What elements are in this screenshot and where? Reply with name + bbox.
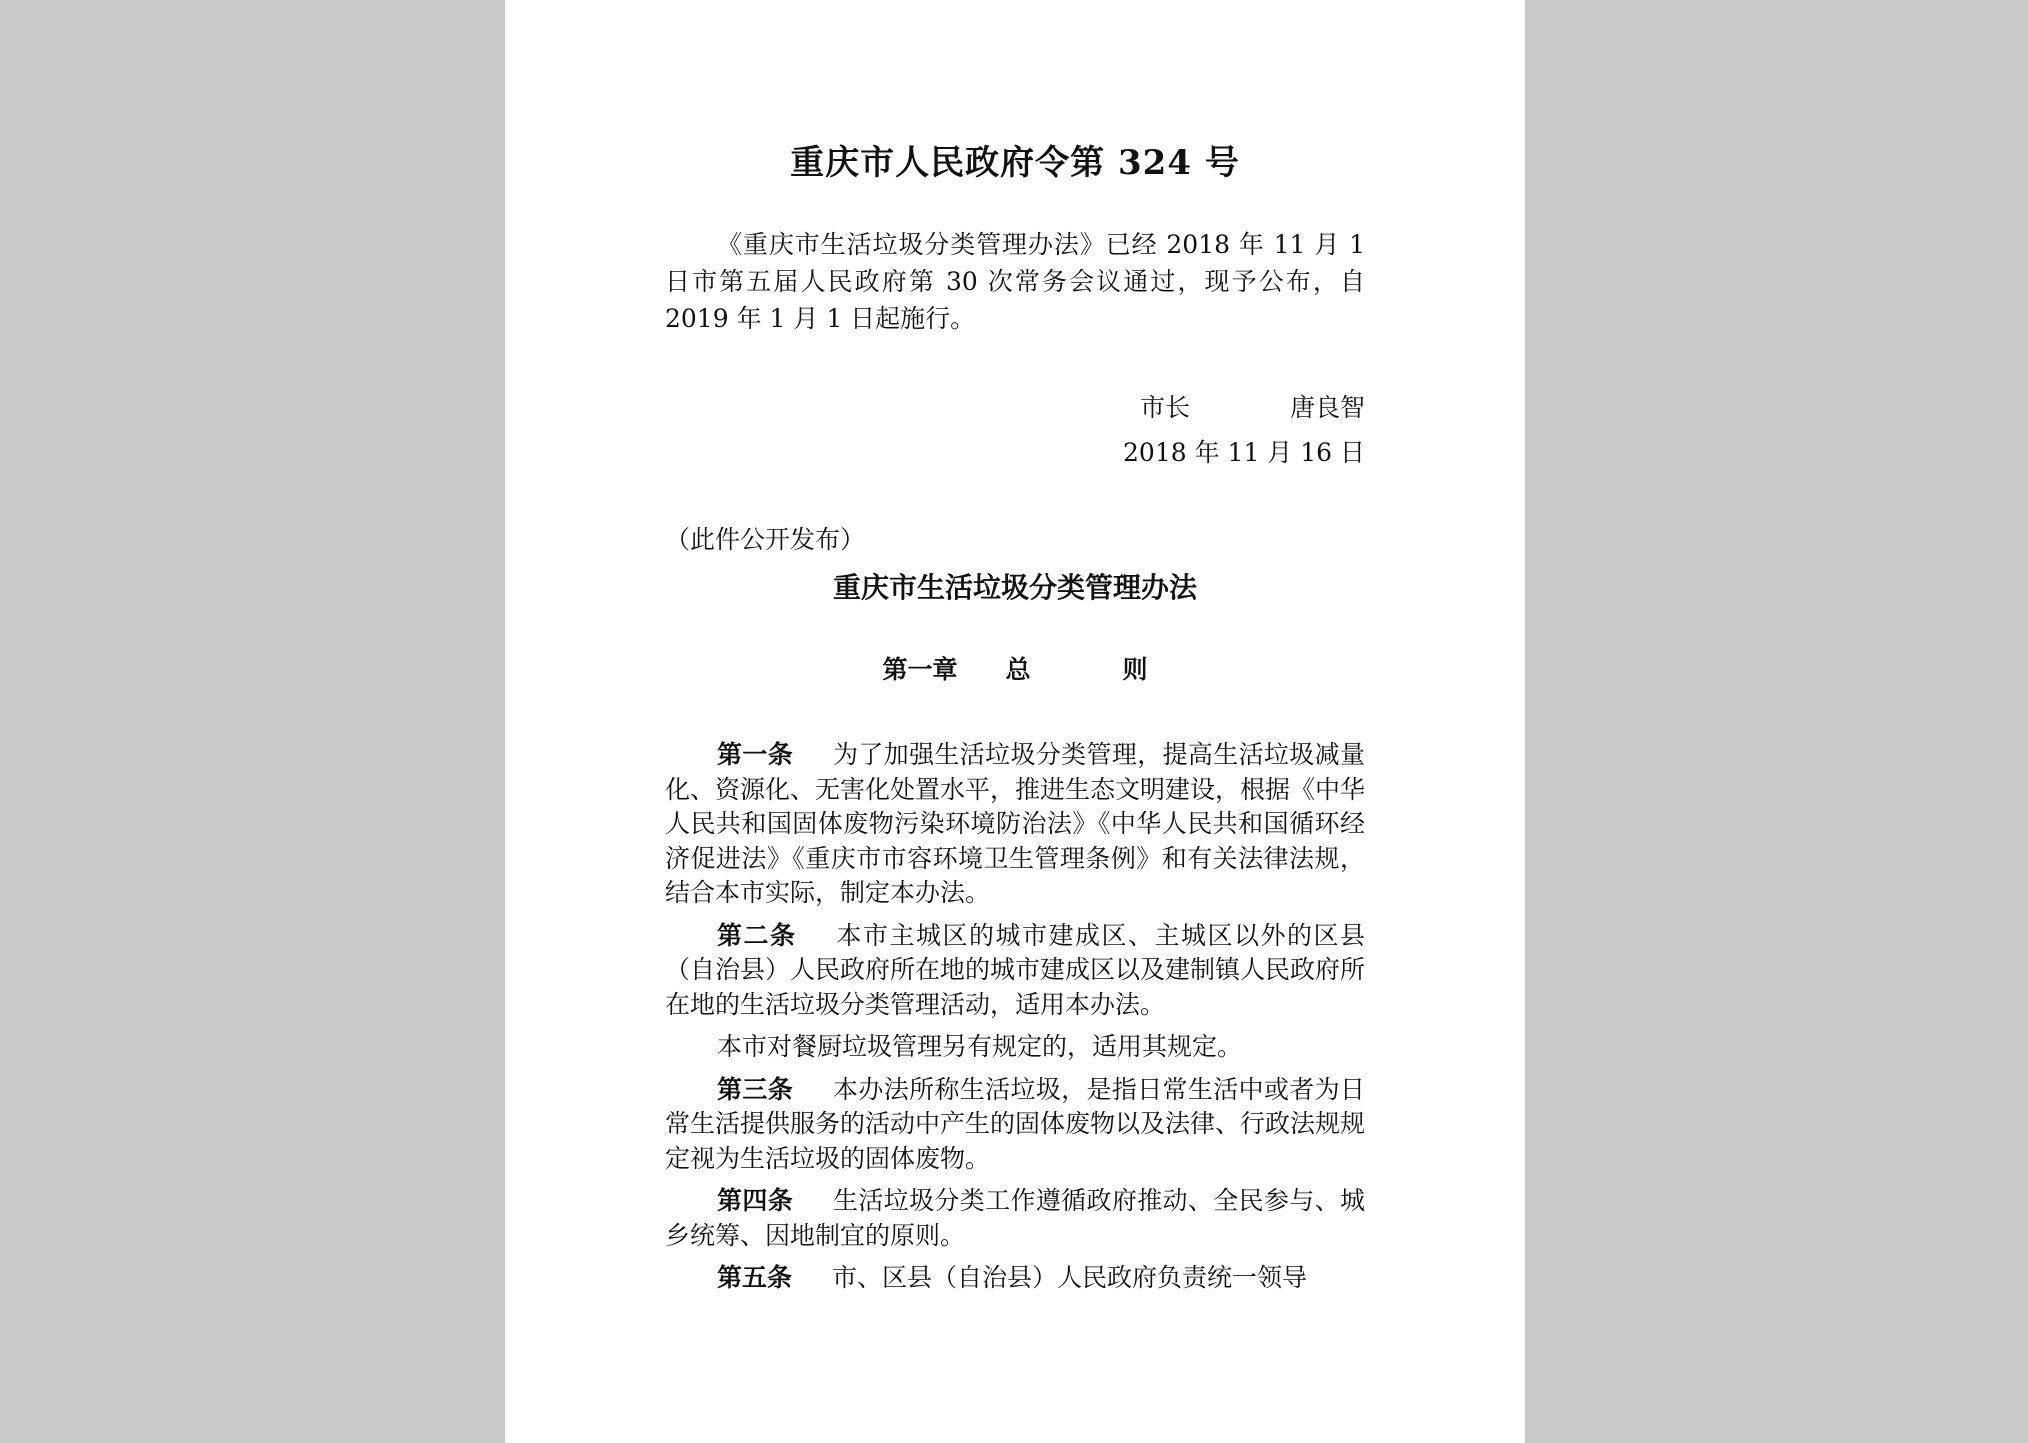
- article-paragraph: [665, 919, 1365, 1023]
- chapter-heading: [665, 650, 1365, 686]
- signature-name: 唐良智: [1289, 393, 1365, 422]
- article-paragraph: [665, 1073, 1365, 1177]
- public-note: （此件公开发布）: [665, 525, 866, 554]
- signature-line: [1065, 385, 1365, 430]
- article-label: 第一条: [717, 740, 794, 769]
- article-label: 第三条: [717, 1074, 794, 1104]
- chapter-number: 第一章: [882, 655, 958, 684]
- articles-section: [665, 738, 1365, 1304]
- article-text: 本市对餐厨垃圾管理另有规定的，适用其规定。: [717, 1032, 1243, 1061]
- document-page: [505, 0, 1525, 1443]
- signature-title: 市长: [1139, 393, 1190, 422]
- article-paragraph: [665, 1184, 1365, 1253]
- article-text: 市、区县（自治县）人民政府负责统一领导: [832, 1263, 1308, 1292]
- article-text: 为了加强生活垃圾分类管理，提高生活垃圾减量化、资源化、无害化处置水平，推进生态文明建设，根据《中华人民共和国固体废物污染环境防治法》《中华人民共和国循环经济促进法》《重庆市市容环境卫生管理条例》和有关法律法规，结合本市实际，制定本办法。: [665, 740, 1366, 907]
- article-paragraph: [665, 738, 1365, 911]
- signature-date-line: [1065, 430, 1365, 475]
- chapter-word-1: 总: [1005, 655, 1031, 684]
- article-paragraph: [665, 1030, 1365, 1065]
- article-label: 第四条: [717, 1186, 794, 1215]
- intro-paragraph: 《重庆市生活垃圾分类管理办法》已经 2018 年 11 月 1 日市第五届人民政府第 30 次常务会议通过，现予公布，自 2019 年 1 月 1 日起施行。: [665, 230, 1365, 333]
- regulation-title: 重庆市生活垃圾分类管理办法: [832, 571, 1197, 604]
- article-paragraph: [665, 1261, 1365, 1296]
- article-text: 本办法所称生活垃圾，是指日常生活中或者为日常生活提供服务的活动中产生的固体废物以及法律、行政法规规定视为生活垃圾的固体废物。: [665, 1074, 1366, 1173]
- signature-date: 2018 年 11 月 16 日: [1123, 438, 1365, 467]
- article-label: 第五条: [717, 1263, 793, 1292]
- chapter-word-2: 则: [1122, 655, 1148, 684]
- order-title: 重庆市人民政府令第 324 号: [790, 143, 1240, 183]
- signature-block: [1065, 385, 1365, 475]
- article-text: 生活垃圾分类工作遵循政府推动、全民参与、城乡统筹、因地制宜的原则。: [665, 1186, 1365, 1250]
- article-label: 第二条: [717, 920, 797, 950]
- article-text: 本市主城区的城市建成区、主城区以外的区县（自治县）人民政府所在地的城市建成区以及建制镇人民政府所在地的生活垃圾分类管理活动，适用本办法。: [665, 920, 1366, 1019]
